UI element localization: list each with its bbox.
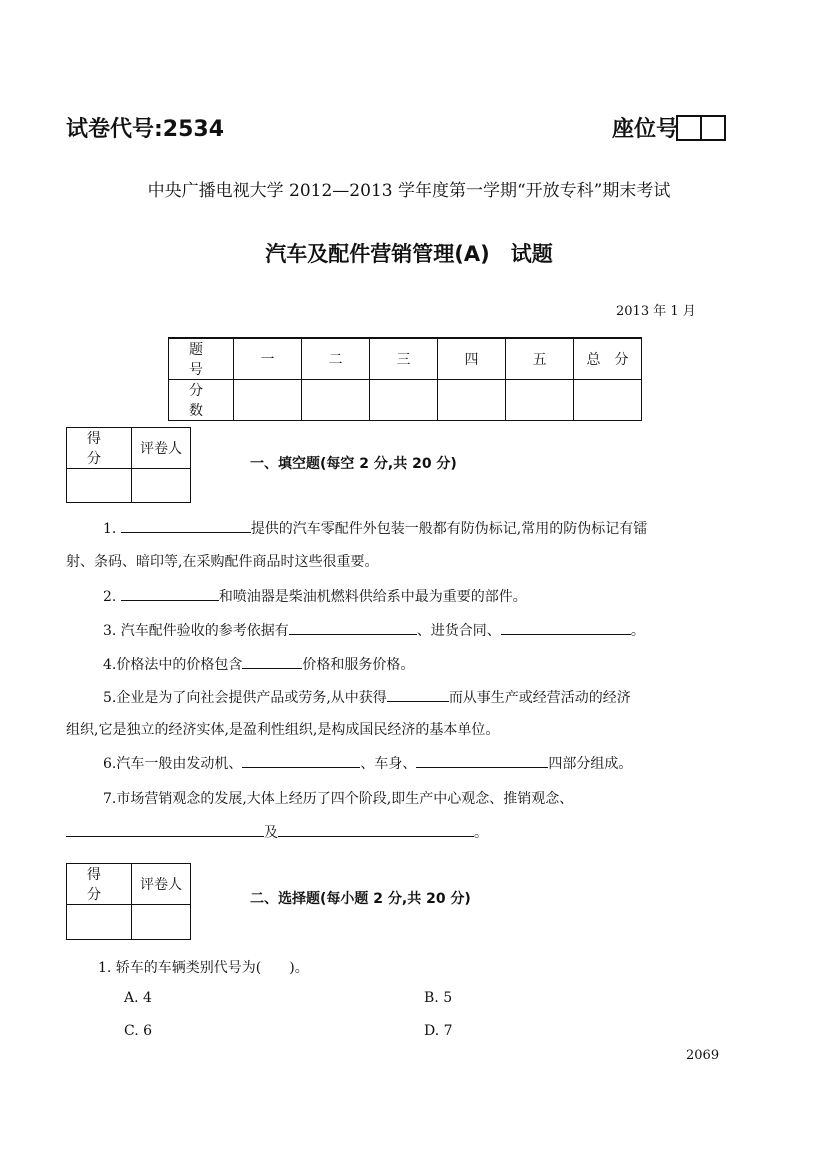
- page-number: 2069: [686, 1048, 720, 1063]
- option-d[interactable]: D. 7: [424, 1023, 453, 1039]
- score-header-cell: 四: [438, 338, 506, 380]
- seat-number: [612, 112, 726, 143]
- answer-blank[interactable]: [121, 520, 251, 533]
- seat-label: 座位号: [612, 117, 679, 142]
- answer-blank[interactable]: [501, 622, 631, 635]
- score-header-cell: 二: [302, 338, 370, 380]
- option-b[interactable]: B. 5: [424, 990, 453, 1006]
- question-number: 2.: [103, 589, 117, 605]
- score-table: [168, 337, 642, 421]
- score-table-row: [169, 338, 642, 380]
- score-input-cell[interactable]: [438, 380, 506, 421]
- question-text: 提供的汽车零配件外包装一般都有防伪标记,常用的防伪标记有镭: [250, 521, 648, 537]
- answer-blank[interactable]: [289, 622, 417, 635]
- grader-input-cell[interactable]: [132, 905, 191, 940]
- answer-blank[interactable]: [387, 689, 449, 702]
- score-table-row: [169, 380, 642, 421]
- university-line: 中央广播电视大学 2012—2013 学年度第一学期“开放专科”期末考试: [147, 181, 671, 201]
- choice-question-1: 1. 轿车的车辆类别代号为( )。: [98, 960, 309, 976]
- paper-code: 试卷代号:2534: [66, 117, 225, 142]
- score-input-cell[interactable]: [370, 380, 438, 421]
- score-header-cell: 五: [506, 338, 574, 380]
- grader-table-2: [66, 863, 191, 940]
- question-text: 5.企业是为了向社会提供产品或劳务,从中获得: [103, 690, 387, 706]
- answer-blank[interactable]: [121, 588, 219, 601]
- score-header-cell: 总 分: [574, 338, 642, 380]
- score-input-cell[interactable]: [234, 380, 302, 421]
- exam-title: 汽车及配件营销管理(A) 试题: [265, 242, 553, 266]
- seat-box[interactable]: [700, 115, 726, 141]
- question-text: 4.价格法中的价格包含: [103, 657, 243, 673]
- question-4: [103, 654, 414, 674]
- grader-table-1: [66, 427, 191, 503]
- score-input-cell[interactable]: [302, 380, 370, 421]
- question-1: [103, 518, 647, 538]
- score-label-cell: 分 数: [169, 380, 234, 421]
- question-text: 及: [264, 825, 278, 841]
- score-label: 得 分: [67, 864, 132, 905]
- answer-blank[interactable]: [242, 755, 360, 768]
- score-input-cell[interactable]: [67, 469, 132, 503]
- question-text: 价格和服务价格。: [302, 657, 415, 673]
- question-7: 7.市场营销观念的发展,大体上经历了四个阶段,即生产中心观念、推销观念、: [103, 791, 574, 807]
- question-3: [103, 620, 645, 640]
- question-text: 和喷油器是柴油机燃料供给系中最为重要的部件。: [218, 589, 527, 605]
- option-a[interactable]: A. 4: [124, 990, 152, 1006]
- question-text: 。: [630, 623, 645, 639]
- option-c[interactable]: C. 6: [124, 1023, 153, 1039]
- score-input-cell[interactable]: [574, 380, 642, 421]
- score-input-cell[interactable]: [506, 380, 574, 421]
- answer-blank[interactable]: [278, 824, 474, 837]
- question-2: [103, 586, 527, 606]
- question-5-continued: 组织,它是独立的经济实体,是盈利性组织,是构成国民经济的基本单位。: [66, 722, 500, 738]
- score-header-cell: 题 号: [169, 338, 234, 380]
- question-text: 3. 汽车配件验收的参考依据有: [103, 623, 289, 639]
- answer-blank[interactable]: [242, 656, 302, 669]
- question-text: 四部分组成。: [548, 756, 633, 772]
- score-header-cell: 一: [234, 338, 302, 380]
- score-header-cell: 三: [370, 338, 438, 380]
- seat-box[interactable]: [676, 115, 702, 141]
- question-7-continued: [66, 822, 488, 842]
- grader-input-cell[interactable]: [132, 469, 191, 503]
- question-text: 6.汽车一般由发动机、: [103, 756, 243, 772]
- answer-blank[interactable]: [66, 824, 264, 837]
- score-label: 得 分: [67, 428, 132, 469]
- question-number: 1.: [103, 521, 117, 537]
- section1-heading: 一、填空题(每空 2 分,共 20 分): [250, 456, 457, 472]
- question-5: [103, 687, 631, 707]
- question-text: 而从事生产或经营活动的经济: [448, 690, 631, 706]
- question-text: 。: [474, 825, 488, 841]
- section2-heading: 二、选择题(每小题 2 分,共 20 分): [250, 891, 471, 907]
- score-input-cell[interactable]: [67, 905, 132, 940]
- question-text: 、进货合同、: [416, 623, 501, 639]
- answer-blank[interactable]: [416, 755, 548, 768]
- question-6: [103, 753, 632, 773]
- question-1-continued: 射、条码、暗印等,在采购配件商品时这些很重要。: [66, 554, 379, 570]
- question-text: 、车身、: [360, 756, 417, 772]
- grader-label: 评卷人: [132, 428, 191, 469]
- exam-date: 2013 年 1 月: [616, 304, 696, 319]
- grader-label: 评卷人: [132, 864, 191, 905]
